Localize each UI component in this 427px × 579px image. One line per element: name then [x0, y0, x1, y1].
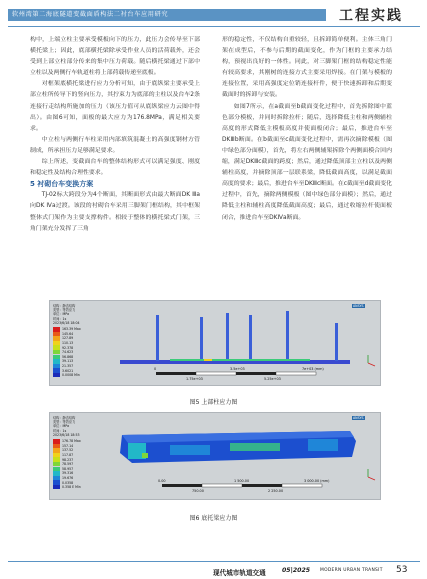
legend-value: 78.597 — [62, 462, 74, 467]
legend-value: 39.113 — [62, 359, 74, 364]
beam-render — [50, 413, 380, 499]
legend-line: 时间：1s — [53, 428, 67, 433]
scale-label: 0 — [154, 367, 157, 371]
footer-rule — [8, 561, 420, 562]
legend-line: 类型：等效应力 — [53, 308, 76, 313]
legend-line: 单位：MPa — [53, 312, 70, 317]
paragraph: 形的稳定性，不仅结构自重较轻，且拆卸简单便利。主体三角门架在成型后，不参与后期的截面变化，作为门框的主要承力结构，预视出良好的一体性。同此，对三脚架门框的结构稳定性能有较高要求，其刚树的连接方式主要采用焊接。在门架与模板的连接位置，采用高强度定位销连接杆件，便于快速拆卸和后期变截面时的拆卸与安装。 — [222, 37, 392, 99]
legend-line: 类型：等效应力 — [53, 420, 76, 425]
legend-line: 时间：1s — [53, 316, 67, 321]
right-column — [222, 35, 392, 224]
figure-bottom-beam-stress — [49, 412, 381, 500]
column-post — [249, 315, 252, 361]
legend-value: 19.676 — [62, 475, 74, 480]
axis-x — [368, 477, 375, 480]
scale-bar-segment — [202, 484, 242, 487]
legend-value: 21.357 — [62, 363, 74, 368]
figure-caption: 图6 底托梁应力图 — [189, 515, 238, 522]
stress-zone — [308, 439, 338, 451]
scale-bar-segment — [162, 484, 202, 487]
paragraph: 综上所述，变截面台车的整体结构形式可以满足强度、刚度和稳定性及结构合理性要求。 — [30, 159, 200, 177]
section-heading: 5 衬砌台车变换方案 — [30, 180, 94, 189]
scale-bar-segment — [276, 372, 316, 375]
legend-line: 结构：静态结构 — [53, 304, 76, 308]
column-post — [226, 313, 229, 361]
ansys-badge: ANSYS — [353, 416, 364, 420]
scale-label: 2 250.00 — [268, 489, 284, 493]
scale-label: 1 500.00 — [234, 479, 250, 483]
scale-bar-segment — [236, 372, 276, 375]
journal-english-name: MODERN URBAN TRANSIT — [320, 568, 383, 573]
left-column — [30, 35, 200, 235]
stress-hotspot — [204, 359, 212, 361]
column-frame-render — [50, 301, 380, 385]
legend-value: 92.378 — [62, 345, 74, 350]
stress-zone — [170, 445, 210, 455]
page-footer — [0, 561, 427, 579]
legend-value: 39.316 — [62, 471, 74, 476]
stress-zone — [230, 443, 280, 451]
legend-line: 结构：静态结构 — [53, 416, 76, 420]
scale-label: 3.5e+03 — [230, 367, 245, 371]
stress-hotspot — [170, 359, 310, 361]
scale-bar-segment — [156, 372, 196, 375]
column-post — [200, 317, 203, 361]
journal-name: 现代城市轨道交通 — [213, 569, 266, 577]
legend-value: 56.868 — [62, 354, 74, 359]
legend-value: 157.14 — [62, 443, 74, 448]
column-post — [335, 323, 338, 361]
legend-value: 145.64 — [62, 331, 74, 336]
scale-label: 5.25e+03 — [264, 377, 281, 381]
legend-value: 58.957 — [62, 466, 74, 471]
legend-line: 2023/6/18 18:04 — [53, 320, 80, 325]
figure-upper-column-stress — [49, 300, 381, 386]
stress-hotspot — [142, 453, 148, 458]
legend-value: 110.13 — [62, 340, 74, 345]
running-title: 软州湾第二海底隧道变截面盾构法二衬台车应用研究 — [12, 11, 169, 18]
legend-value: 137.52 — [62, 448, 74, 453]
legend-value: 74.623 — [62, 350, 74, 355]
scale-label: 750.00 — [192, 489, 204, 493]
legend-value: 98.237 — [62, 457, 74, 462]
page-number: 53 — [396, 565, 408, 575]
scale-bar-segment — [196, 372, 236, 375]
legend-line: 2023/6/18 18:53 — [53, 432, 80, 437]
header-rule — [8, 26, 420, 27]
column-post — [156, 315, 159, 361]
scale-bar-segment — [282, 484, 322, 487]
paragraph: 对框架底横托梁进行应力分析可知，由于底纵梁主要承受上部立柱所传导下的竖向压力，其拧束力为底部的主柱以及台车2条连接行走结构所施加的压力（该压力值可从底纵梁应力云图中得出）。由图6可知，面板的最大应力为176.8MPa，满足相关要求。 — [30, 81, 200, 132]
legend-value: 176.78 Max — [62, 439, 81, 444]
paragraph: 中立柱与两侧行车柱采用内部填筑混凝土的高强度钢材方管制成，所承担压力足够满足要求。 — [30, 136, 200, 154]
legend-value: 0.358 E Min — [62, 485, 81, 490]
issue-number: 05|2025 — [282, 567, 311, 574]
legend-value: 163.39 Max — [62, 327, 81, 332]
scale-bar-segment — [242, 484, 282, 487]
legend-value: 0.0008 Min — [62, 373, 80, 378]
paragraph: TJ-02标大跨段分为4个断面，其断面形式由最大断面DK Ⅲa向DK Ⅳa过渡。该段的衬砌台车采用三脚架门框结构，其中框架整体式门架作为主要支撑构件。相较于整体的横托梁式门架，三角门架充分发挥了三角 — [30, 192, 200, 232]
scale-label: 1.75e+03 — [186, 377, 203, 381]
ansys-badge: ANSYS — [353, 304, 364, 308]
figure-caption: 图5 上部柱应力图 — [189, 399, 238, 406]
section-label: 工程实践 — [339, 8, 403, 24]
legend-value: 127.89 — [62, 336, 74, 341]
paragraph: 构中，上端立柱主要承受模板向下的压力，此压力会传导至下部横托梁上；因此，底部横托梁除承受作业人员的活荷载外，还会受到上部立柱部分传来的集中压力荷载。随后横托梁通过下部中立柱以及两侧行车轨道柱将上部荷载传递至底板。 — [30, 37, 200, 77]
legend-value: 3.6021 — [62, 368, 74, 373]
legend-value: 117.87 — [62, 452, 74, 457]
column-post — [286, 311, 289, 361]
scale-label: 3 000.00 (mm) — [304, 479, 330, 483]
page-header — [0, 0, 427, 30]
legend-value: 0.0358 — [62, 480, 74, 485]
axis-x — [368, 363, 375, 366]
legend-line: 单位：MPa — [53, 424, 70, 429]
scale-label: 0.00 — [158, 479, 166, 483]
scale-label: 7e+03 (mm) — [302, 367, 324, 371]
paragraph: 如图7所示，在a截面至b截面变化过程中，首先拆除图中蓝色部分模板，并同时拆除拉杆；随后，选择降低主柱和两侧辅柱高度的形式降低主模板高度并使面板闭合；最后，推进台车至DKⅢb断面。在b截面至c截面变化过程中，需再次摘除模板（图中绿色部分面模），首先，将左右两侧辅架拆除个两侧面模合回内缩，满足DKⅢc截面的跨度；然后，通过降低顶部主立柱以及两侧辅柱高度，并摘除顶部一层联系梁，降低截面高度，以满足截面高度的要求；最后，推进台车至DKⅢc断面。在c截面至d截面变化过程中，首先，摘除两侧模板（图中绿色部分面模）；然后，通过降低主柱和辅柱高度降低截面高度；最后，通过收缩拉杆使面板闭合，推进台车至DKⅣa断面。 — [222, 103, 392, 221]
